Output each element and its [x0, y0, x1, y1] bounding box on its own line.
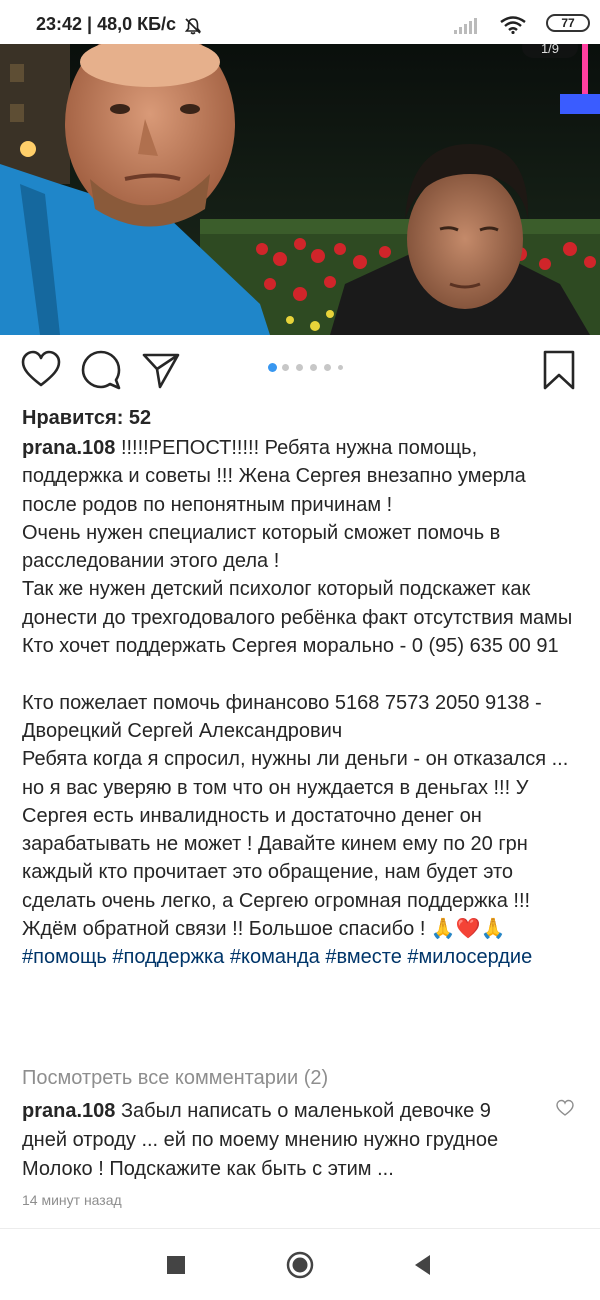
home-icon[interactable] [286, 1251, 314, 1279]
hashtag-link[interactable]: #помощь [22, 946, 107, 969]
hashtag-link[interactable]: #милосердие [407, 946, 533, 969]
carousel-dot [296, 364, 303, 371]
system-nav-bar [0, 1228, 600, 1300]
share-icon[interactable] [140, 349, 182, 391]
comment-text: Забыл написать о маленькой девочке 9 дней отроду ... ей по моему мнению нужно грудное Молоко ! Подскажите как быть с этим ... [22, 1100, 499, 1180]
hashtag-link[interactable]: #команда [229, 946, 320, 969]
caption-username[interactable]: prana.108 [22, 437, 116, 459]
wifi-icon [500, 16, 526, 34]
view-all-comments-link[interactable]: Посмотреть все комментарии (2) [22, 1067, 329, 1089]
heart-icon[interactable] [20, 349, 62, 391]
photo-image [0, 44, 600, 335]
comment-icon[interactable] [80, 349, 122, 391]
comment-username[interactable]: prana.108 [22, 1100, 116, 1122]
comment-item [22, 1097, 532, 1184]
post-caption [22, 434, 582, 972]
carousel-dot [310, 364, 317, 371]
hashtag-link[interactable]: #поддержка [112, 946, 225, 969]
post-time: 14 минут назад [22, 1192, 122, 1208]
post-photo[interactable] [0, 44, 600, 335]
likes-count[interactable]: Нравится: 52 [22, 407, 152, 429]
status-time-speed: 23:42 | 48,0 КБ/с [36, 14, 177, 34]
battery-icon: 77 [546, 14, 590, 32]
signal-icon [454, 18, 478, 34]
photo-counter: 1/9 [522, 44, 578, 58]
hashtag-link[interactable]: #вместе [325, 946, 402, 969]
back-icon[interactable] [410, 1251, 438, 1279]
carousel-dot [282, 364, 289, 371]
carousel-dot [338, 365, 343, 370]
comment-like-icon[interactable] [556, 1099, 574, 1117]
caption-text: !!!!!РЕПОСТ!!!!! Ребята нужна помощь, поддержка и советы !!! Жена Сергея внезапно умерла после родов по непонятным причинам ! Очень нужен специалист который сможет помочь в расследовании этого дела ! Так же нужен детский психолог который подскажет как донести до трехгодовалого ребёнка факт отсутствия мамы Кто хочет поддержать Сергея морально - 0 (95) 635 00 91 Кто пожелает помочь финансово 5168 7573 2050 9138 - Дворецкий Сергей Александрович Ребята когда я спросил, нужны ли деньги - он отказался ... но я вас уверяю в том что он нуждается в деньгах !!! У Сергея есть инвалидность и достаточно денег он зарабатывать не может ! Давайте кинем ему по 20 грн каждый кто прочитает это обращение, нам будет это сделать очень легко, а Сергею огромная поддержка !!! Ждём обратной связи !! Большое спасибо ! 🙏❤️🙏 [22, 437, 573, 941]
bookmark-icon[interactable] [538, 349, 580, 391]
carousel-dot-active [268, 363, 277, 372]
carousel-dot [324, 364, 331, 371]
status-bar [0, 0, 600, 44]
recent-apps-icon[interactable] [162, 1251, 190, 1279]
mute-icon [184, 17, 202, 35]
post-actions [0, 345, 600, 395]
